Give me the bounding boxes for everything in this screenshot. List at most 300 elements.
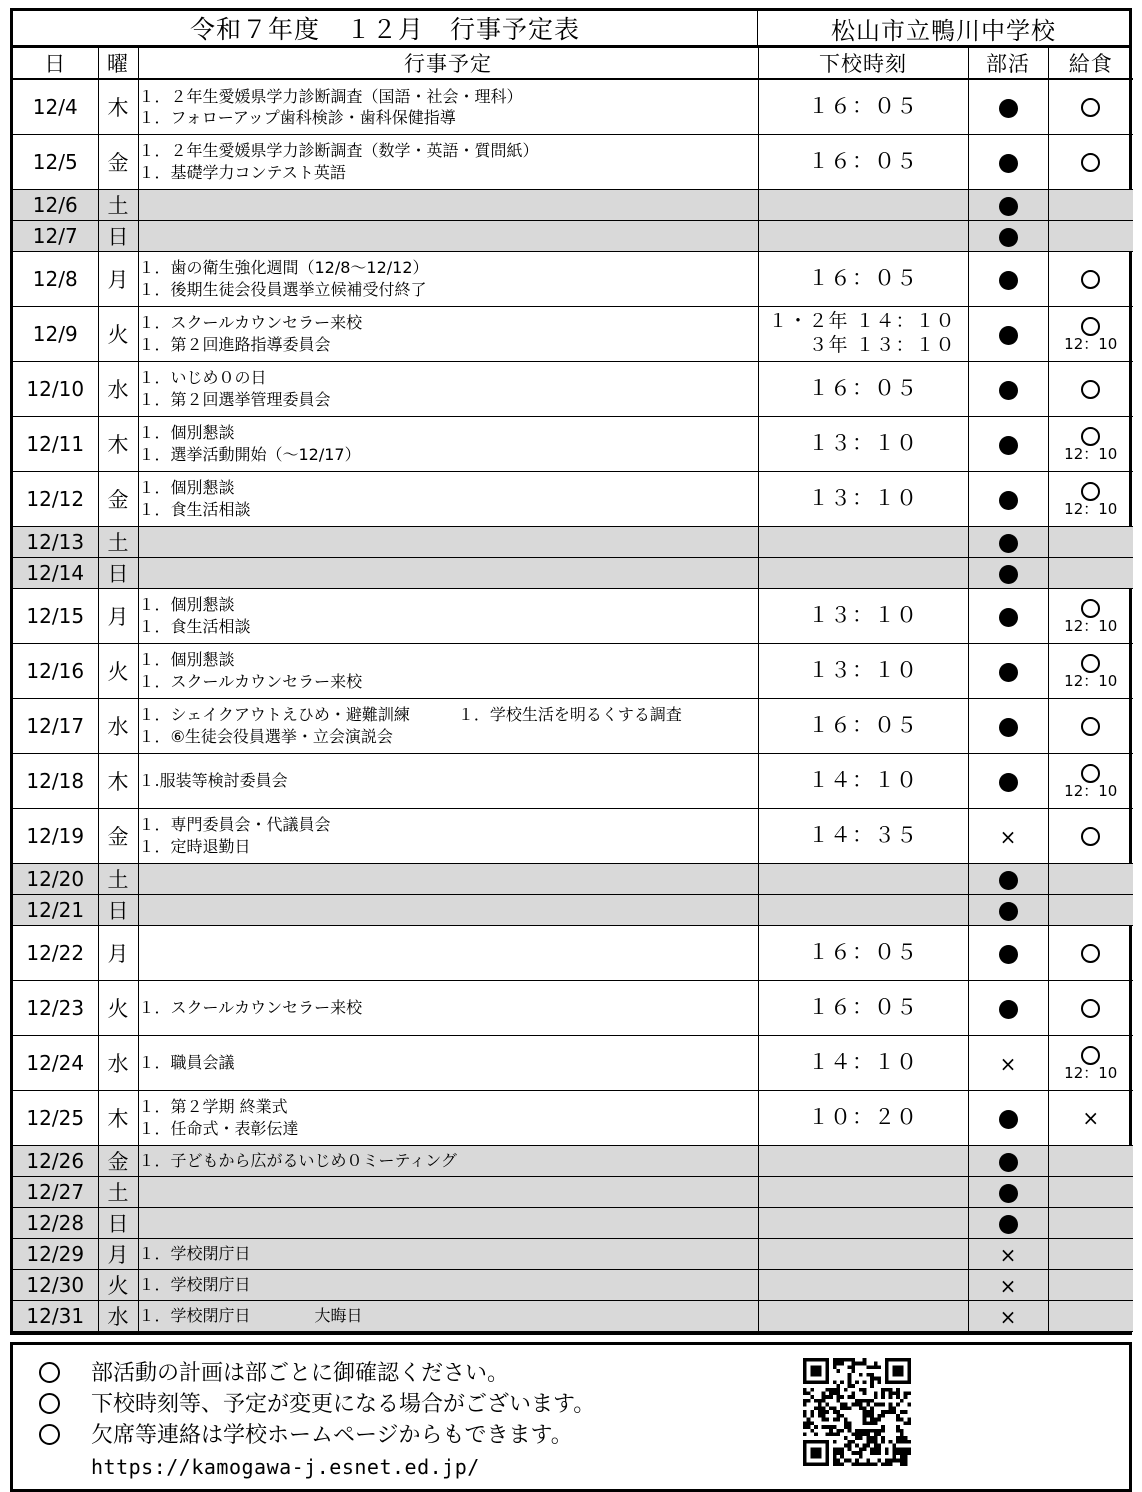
row-lunch-status [1048,1300,1133,1331]
lunch-time: 12：10 [1064,335,1118,353]
row-lunch-status [1048,1035,1133,1090]
lunch-open-icon [1081,764,1100,783]
row-weekday: 土 [98,189,138,220]
row-date: 12/23 [13,980,98,1035]
row-weekday: 火 [98,980,138,1035]
schedule-frame [10,8,1132,1335]
row-events [138,251,758,306]
note-text: 部活動の計画は部ごとに御確認ください。 [91,1360,510,1386]
lunch-open-icon [1081,654,1100,673]
row-lunch-status [1048,894,1133,925]
row-weekday: 金 [98,134,138,189]
note-text: 欠席等連絡は学校ホームページからもできます。 [91,1422,573,1448]
row-weekday: 日 [98,557,138,588]
row-lunch-status [1048,557,1133,588]
row-events [138,588,758,643]
row-events [138,416,758,471]
table-row [13,1090,1133,1145]
event-line: １．２年生愛媛県学力診断調査（数学・英語・質問紙） [138,141,539,161]
row-events [138,698,758,753]
row-dismissal-time: １０：２０ [758,1090,968,1145]
lunch-open-icon [1081,599,1100,618]
table-row [13,251,1133,306]
row-lunch-status [1048,361,1133,416]
notes-list [13,1345,595,1482]
row-date: 12/8 [13,251,98,306]
row-weekday: 木 [98,1090,138,1145]
table-row [13,134,1133,189]
event-line: １．スクールカウンセラー来校 [138,997,363,1017]
lunch-cross-icon: × [1082,1106,1100,1131]
row-lunch-status [1048,698,1133,753]
event-line: １．第２回選挙管理委員会 [138,389,331,409]
row-events [138,1090,758,1145]
table-row [13,189,1133,220]
event-line: １．後期生徒会役員選挙立候補受付終了 [138,279,427,299]
row-events [138,894,758,925]
row-weekday: 火 [98,306,138,361]
row-lunch-status [1048,1269,1133,1300]
row-lunch-status [1048,808,1133,863]
table-row [13,643,1133,698]
row-dismissal-time: １６：０５ [758,698,968,753]
lunch-time: 12：10 [1064,782,1118,800]
row-date: 12/31 [13,1300,98,1331]
row-events [138,1207,758,1238]
lunch-open-icon [1081,944,1100,963]
row-weekday: 土 [98,1176,138,1207]
row-weekday: 土 [98,526,138,557]
row-dismissal-time [758,1269,968,1300]
event-line: １．学校閉庁日 [138,1274,251,1294]
row-lunch-status [1048,980,1133,1035]
event-line: １．任命式・表彰伝達 [138,1118,299,1138]
note-item [39,1420,595,1451]
table-body [13,79,1133,1331]
row-events [138,1269,758,1300]
event-line: １．個別懇談 [138,423,235,443]
row-club-status [968,698,1048,753]
row-events [138,1300,758,1331]
lunch-open-icon [1081,153,1100,172]
row-date: 12/7 [13,220,98,251]
header-row [13,48,1133,79]
event-line: １．フォローアップ歯科検診・歯科保健指導 [138,107,456,127]
table-row [13,416,1133,471]
row-club-status [968,863,1048,894]
row-lunch-status [1048,189,1133,220]
table-row [13,925,1133,980]
club-filled-icon [999,902,1018,921]
row-dismissal-time [758,1300,968,1331]
table-row [13,557,1133,588]
lunch-time: 12：10 [1064,500,1118,518]
table-row [13,698,1133,753]
column-header-lunch: 給食 [1048,48,1133,79]
row-club-status [968,808,1048,863]
event-line: １．個別懇談 [138,478,235,498]
table-row [13,1269,1133,1300]
row-events [138,526,758,557]
row-dismissal-time: １６：０５ [758,980,968,1035]
note-text: 下校時刻等、予定が変更になる場合がございます。 [91,1391,596,1417]
table-row [13,526,1133,557]
club-filled-icon [999,1153,1018,1172]
row-club-status [968,588,1048,643]
row-dismissal-time [758,863,968,894]
row-club-status [968,306,1048,361]
row-date: 12/9 [13,306,98,361]
row-date: 12/15 [13,588,98,643]
column-header-weekday: 曜 [98,48,138,79]
row-club-status [968,1207,1048,1238]
row-lunch-status [1048,134,1133,189]
event-line: １．いじめ０の日 [138,368,267,388]
row-lunch-status [1048,526,1133,557]
row-club-status [968,416,1048,471]
column-header-dismissal: 下校時刻 [758,48,968,79]
event-line: １.服装等検討委員会 [138,770,288,790]
table-row [13,1176,1133,1207]
row-dismissal-time: １６：０５ [758,134,968,189]
event-line: １．専門委員会・代議員会 [138,815,331,835]
event-line: １．シェイクアウトえひめ・避難訓練 １．学校生活を明るくする調査 [138,705,682,725]
club-filled-icon [999,718,1018,737]
school-name: 松山市立鴨川中学校 [831,16,1056,45]
circle-bullet-icon [39,1358,91,1388]
club-cross-icon: × [999,1274,1017,1298]
event-line: １．スクールカウンセラー来校 [138,313,363,333]
event-line: １．食生活相談 [138,616,251,636]
event-line: １．歯の衛生強化週間（12/8～12/12） [138,258,429,278]
row-lunch-status [1048,1176,1133,1207]
event-line: １．選挙活動開始（～12/17） [138,444,361,464]
row-lunch-status [1048,1090,1133,1145]
row-club-status [968,557,1048,588]
table-row [13,79,1133,134]
lunch-open-icon [1081,482,1100,501]
club-filled-icon [999,271,1018,290]
row-dismissal-time: １６：０５ [758,361,968,416]
row-dismissal-time: １３：１０ [758,643,968,698]
lunch-open-icon [1081,98,1100,117]
row-club-status [968,361,1048,416]
row-events [138,808,758,863]
club-filled-icon [999,1000,1018,1019]
club-filled-icon [999,228,1018,247]
row-weekday: 日 [98,220,138,251]
row-weekday: 金 [98,1145,138,1176]
row-club-status [968,1176,1048,1207]
row-club-status [968,79,1048,134]
row-dismissal-time: １６：０５ [758,925,968,980]
page-title: 令和７年度 １２月 行事予定表 [13,11,758,45]
event-line: １．子どもから広がるいじめ０ミーティング [138,1150,457,1170]
club-filled-icon [999,773,1018,792]
row-club-status [968,189,1048,220]
table-row [13,1238,1133,1269]
club-cross-icon: × [999,825,1017,849]
row-club-status [968,471,1048,526]
row-weekday: 水 [98,1300,138,1331]
event-line: １．職員会議 [138,1052,235,1072]
event-line: １．基礎学力コンテスト英語 [138,162,346,182]
row-events [138,79,758,134]
event-line: １．個別懇談 [138,650,235,670]
lunch-open-icon [1081,717,1100,736]
row-dismissal-time [758,526,968,557]
row-date: 12/6 [13,189,98,220]
row-lunch-status [1048,643,1133,698]
note-item [39,1358,595,1389]
row-weekday: 金 [98,471,138,526]
row-events [138,1035,758,1090]
club-filled-icon [999,99,1018,118]
row-weekday: 日 [98,894,138,925]
row-dismissal-time [758,1238,968,1269]
row-date: 12/4 [13,79,98,134]
table-row [13,1207,1133,1238]
row-events [138,1145,758,1176]
row-date: 12/29 [13,1238,98,1269]
row-events [138,306,758,361]
table-row [13,980,1133,1035]
club-filled-icon [999,565,1018,584]
row-club-status [968,643,1048,698]
schedule-table [13,48,1133,1332]
row-weekday: 日 [98,1207,138,1238]
row-events [138,361,758,416]
row-lunch-status [1048,588,1133,643]
club-filled-icon [999,436,1018,455]
club-filled-icon [999,326,1018,345]
row-weekday: 木 [98,79,138,134]
club-filled-icon [999,1184,1018,1203]
row-dismissal-time [758,1207,968,1238]
lunch-open-icon [1081,427,1100,446]
circle-bullet-icon [39,1389,91,1419]
lunch-open-icon [1081,999,1100,1018]
row-lunch-status [1048,925,1133,980]
club-cross-icon: × [999,1305,1017,1329]
table-row [13,863,1133,894]
row-events [138,863,758,894]
row-dismissal-time [758,894,968,925]
row-events [138,189,758,220]
row-weekday: 火 [98,1269,138,1300]
lunch-open-icon [1081,827,1100,846]
event-line: １．⑥生徒会役員選挙・立会演説会 [138,726,393,746]
row-dismissal-time: １４：１０ [758,753,968,808]
event-line: １．スクールカウンセラー来校 [138,671,363,691]
event-line: １．食生活相談 [138,499,251,519]
row-weekday: 土 [98,863,138,894]
row-date: 12/19 [13,808,98,863]
row-date: 12/18 [13,753,98,808]
row-lunch-status [1048,220,1133,251]
row-date: 12/11 [13,416,98,471]
row-lunch-status [1048,863,1133,894]
lunch-open-icon [1081,317,1100,336]
club-filled-icon [999,1110,1018,1129]
row-date: 12/20 [13,863,98,894]
row-date: 12/21 [13,894,98,925]
column-header-day: 日 [13,48,98,79]
row-club-status [968,251,1048,306]
club-filled-icon [999,154,1018,173]
row-date: 12/22 [13,925,98,980]
event-line: １．第２回進路指導委員会 [138,334,331,354]
table-row [13,361,1133,416]
row-events [138,753,758,808]
row-lunch-status [1048,416,1133,471]
row-lunch-status [1048,1207,1133,1238]
row-club-status [968,220,1048,251]
club-filled-icon [999,871,1018,890]
column-header-club: 部活 [968,48,1048,79]
row-events [138,557,758,588]
row-dismissal-time [758,1176,968,1207]
row-weekday: 水 [98,698,138,753]
row-lunch-status [1048,753,1133,808]
row-lunch-status [1048,306,1133,361]
row-lunch-status [1048,1145,1133,1176]
table-row [13,808,1133,863]
event-line: １．個別懇談 [138,595,235,615]
club-filled-icon [999,197,1018,216]
row-weekday: 金 [98,808,138,863]
row-dismissal-time: １６：０５ [758,251,968,306]
club-filled-icon [999,945,1018,964]
club-filled-icon [999,534,1018,553]
row-weekday: 月 [98,251,138,306]
event-line: １．学校閉庁日 [138,1243,251,1263]
row-dismissal-time: １４：３５ [758,808,968,863]
row-date: 12/25 [13,1090,98,1145]
row-date: 12/28 [13,1207,98,1238]
lunch-time: 12：10 [1064,672,1118,690]
club-filled-icon [999,491,1018,510]
row-weekday: 木 [98,753,138,808]
row-events [138,471,758,526]
table-row [13,588,1133,643]
row-weekday: 火 [98,643,138,698]
club-filled-icon [999,381,1018,400]
event-line: １．第２学期 終業式 [138,1097,288,1117]
club-cross-icon: × [999,1243,1017,1267]
event-line: １．学校閉庁日 大晦日 [138,1305,363,1325]
club-cross-icon: × [999,1052,1017,1076]
row-weekday: 月 [98,1238,138,1269]
row-lunch-status [1048,79,1133,134]
row-club-status [968,1035,1048,1090]
row-club-status [968,753,1048,808]
table-row [13,1035,1133,1090]
event-line: １．２年生愛媛県学力診断調査（国語・社会・理科） [138,86,523,106]
row-date: 12/12 [13,471,98,526]
row-weekday: 水 [98,1035,138,1090]
lunch-open-icon [1081,1046,1100,1065]
row-lunch-status [1048,1238,1133,1269]
row-club-status [968,1145,1048,1176]
lunch-open-icon [1081,380,1100,399]
row-dismissal-time: １６：０５ [758,79,968,134]
row-club-status [968,980,1048,1035]
row-events [138,643,758,698]
row-events [138,980,758,1035]
club-filled-icon [999,608,1018,627]
row-dismissal-time: １３：１０ [758,416,968,471]
table-row [13,1145,1133,1176]
table-row [13,220,1133,251]
table-row [13,753,1133,808]
table-row [13,1300,1133,1331]
row-weekday: 月 [98,925,138,980]
row-dismissal-time: １・２年 １４：１０ ３年 １３：１０ [758,306,968,361]
row-date: 12/26 [13,1145,98,1176]
row-date: 12/27 [13,1176,98,1207]
table-row [13,894,1133,925]
footer-notes-box [10,1342,1132,1492]
row-lunch-status [1048,471,1133,526]
club-filled-icon [999,1215,1018,1234]
note-item [39,1389,595,1420]
row-date: 12/30 [13,1269,98,1300]
circle-bullet-icon [39,1420,91,1450]
row-date: 12/17 [13,698,98,753]
row-date: 12/24 [13,1035,98,1090]
row-date: 12/10 [13,361,98,416]
row-events [138,134,758,189]
row-date: 12/16 [13,643,98,698]
column-header-events: 行事予定 [138,48,758,79]
row-dismissal-time [758,220,968,251]
row-events [138,1238,758,1269]
row-events [138,220,758,251]
title-row [13,11,1129,48]
table-row [13,471,1133,526]
lunch-open-icon [1081,270,1100,289]
row-weekday: 木 [98,416,138,471]
row-dismissal-time [758,189,968,220]
row-dismissal-time: １３：１０ [758,471,968,526]
row-dismissal-time [758,557,968,588]
qr-code [803,1358,911,1466]
row-dismissal-time: １４：１０ [758,1035,968,1090]
school-website-url[interactable]: https://kamogawa-j.esnet.ed.jp/ [91,1455,480,1480]
row-weekday: 水 [98,361,138,416]
row-date: 12/13 [13,526,98,557]
table-row [13,306,1133,361]
lunch-time: 12：10 [1064,1064,1118,1082]
row-weekday: 月 [98,588,138,643]
row-lunch-status [1048,251,1133,306]
row-club-status [968,1300,1048,1331]
row-club-status [968,1238,1048,1269]
row-dismissal-time [758,1145,968,1176]
row-date: 12/14 [13,557,98,588]
club-filled-icon [999,663,1018,682]
row-events [138,925,758,980]
lunch-time: 12：10 [1064,617,1118,635]
row-date: 12/5 [13,134,98,189]
event-line: １．定時退勤日 [138,836,251,856]
table-header [13,48,1133,79]
row-club-status [968,925,1048,980]
row-club-status [968,526,1048,557]
lunch-time: 12：10 [1064,445,1118,463]
row-dismissal-time: １３：１０ [758,588,968,643]
